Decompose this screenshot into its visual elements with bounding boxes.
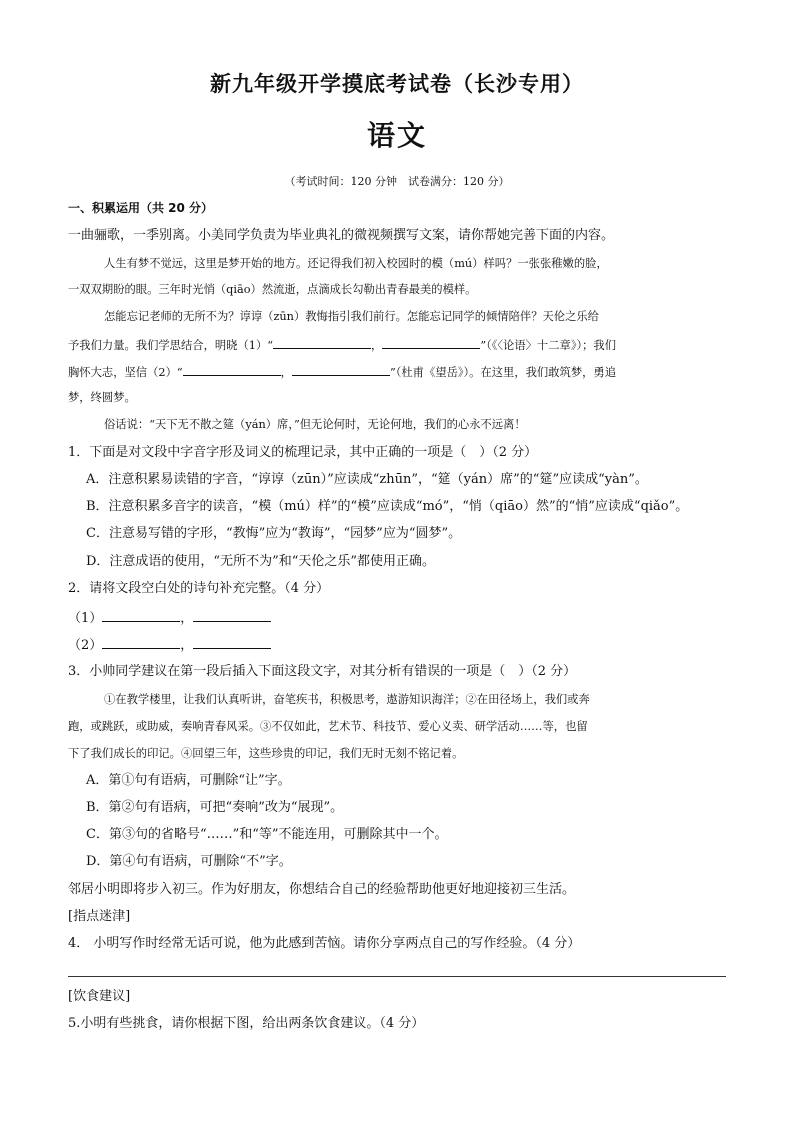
fill-blank[interactable] — [382, 335, 480, 349]
passage-text: 予我们力量。我们学思结合，明晓（1）“ — [68, 339, 274, 352]
q2-answer-2 — [68, 635, 271, 655]
q3-option-d[interactable]: D．第④句有语病，可删除“不”字。 — [86, 854, 292, 869]
subject-title: 语文 — [366, 119, 427, 152]
section-tag: [指点迷津] — [68, 909, 131, 924]
q3-text-line: ①在教学楼里，让我们认真听讲，奋笔疾书，积极思考，遨游知识海洋；②在田径场上，我们或奔 — [104, 693, 590, 706]
fill-blank[interactable] — [292, 362, 390, 376]
passage-text: ， — [280, 366, 292, 379]
section-heading: 一、积累运用（共 20 分） — [68, 201, 214, 215]
fill-blank[interactable] — [193, 635, 271, 649]
fill-blank[interactable] — [273, 335, 371, 349]
answer-label: （1） — [68, 611, 103, 626]
exam-meta: （考试时间：120 分钟 试卷满分：120 分） — [284, 175, 510, 188]
question-3-stem: 3．小帅同学建议在第一段后插入下面这段文字，对其分析有错误的一项是（ ）（2 分） — [68, 664, 577, 679]
passage-line: 俗话说：“天下无不散之筵（yán）席，”但无论何时，无论何地，我们的心永不远离！ — [104, 418, 526, 431]
passage-line: 怎能忘记老师的无所不为？谆谆（zūn）教悔指引我们前行。怎能忘记同学的倾情陪伴？天伦之乐给 — [104, 310, 599, 323]
lead-text: 邻居小明即将步入初三。作为好朋友，你想结合自己的经验帮助他更好地迎接初三生活。 — [68, 882, 576, 897]
q3-option-c[interactable]: C．第③句的省略号“……”和“等”不能连用，可删除其中一个。 — [86, 827, 448, 842]
answer-label: （2） — [68, 638, 103, 653]
exam-title: 新九年级开学摸底考试卷（长沙专用） — [210, 72, 584, 96]
passage-line — [68, 362, 616, 382]
q2-answer-1 — [68, 608, 271, 628]
comma: ， — [180, 611, 194, 626]
q1-option-a[interactable]: A．注意积累易读错的字音，“谆谆（zūn）”应读成“zhūn”，“筵（yán）席”的“筵”应读成“yàn”。 — [86, 472, 648, 487]
question-4-stem: 4． 小明写作时经常无话可说，他为此感到苦恼。请你分享两点自己的写作经验。（4 分） — [68, 936, 581, 951]
passage-line: 一双双期盼的眼。三年时光悄（qiāo）然流逝，点滴成长勾勒出青春最美的模样。 — [68, 283, 477, 296]
fill-blank[interactable] — [102, 608, 180, 622]
section-tag: [饮食建议] — [68, 989, 131, 1004]
q3-option-b[interactable]: B．第②句有语病，可把“奏响”改为“展现”。 — [86, 800, 344, 815]
q3-option-a[interactable]: A．第①句有语病，可删除“让”字。 — [86, 773, 291, 788]
passage-text: ”（杜甫《望岳》）。在这里，我们敢筑梦，勇追 — [389, 366, 617, 379]
question-5-stem: 5.小明有些挑食，请你根据下图，给出两条饮食建议。（4 分） — [68, 1016, 425, 1031]
intro-text: 一曲骊歌，一季别离。小美同学负责为毕业典礼的微视频撰写文案，请你帮她完善下面的内容。 — [68, 228, 615, 243]
comma: ， — [180, 638, 194, 653]
q1-option-b[interactable]: B．注意积累多音字的读音，“模（mú）样”的“模”应读成“mó”，“悄（qiāo）然”的“悄”应读成“qiǎo”。 — [86, 499, 689, 514]
passage-text: ”（《〈论语〉十二章》）；我们 — [480, 339, 617, 352]
passage-text: 胸怀大志，坚信（2）“ — [68, 366, 183, 379]
q1-option-d[interactable]: D．注意成语的使用，“无所不为”和“天伦之乐”都使用正确。 — [86, 554, 436, 569]
q1-option-c[interactable]: C．注意易写错的字形，“教悔”应为“教诲”，“园梦”应为“圆梦”。 — [86, 526, 462, 541]
passage-line: 梦，终圆梦。 — [68, 391, 136, 404]
answer-line[interactable] — [68, 976, 726, 977]
passage-line — [68, 335, 616, 355]
q3-text-line: 下了我们成长的印记。④回望三年，这些珍贵的印记，我们无时无刻不铭记着。 — [68, 747, 464, 760]
q3-text-line: 跑，或跳跃，或助威，奏响青春风采。③不仅如此，艺术节、科技节、爱心义卖、研学活动……等，也留 — [68, 720, 588, 733]
fill-blank[interactable] — [183, 362, 281, 376]
question-1-stem: 1．下面是对文段中字音字形及词义的梳理记录，其中正确的一项是（ ）（2 分） — [68, 445, 538, 460]
fill-blank[interactable] — [102, 635, 180, 649]
fill-blank[interactable] — [193, 608, 271, 622]
question-2-stem: 2．请将文段空白处的诗句补充完整。（4 分） — [68, 581, 330, 596]
passage-line: 人生有梦不觉远，这里是梦开始的地方。还记得我们初入校园时的模（mú）样吗？一张张稚嫩的脸， — [104, 257, 608, 270]
passage-text: ， — [371, 339, 383, 352]
